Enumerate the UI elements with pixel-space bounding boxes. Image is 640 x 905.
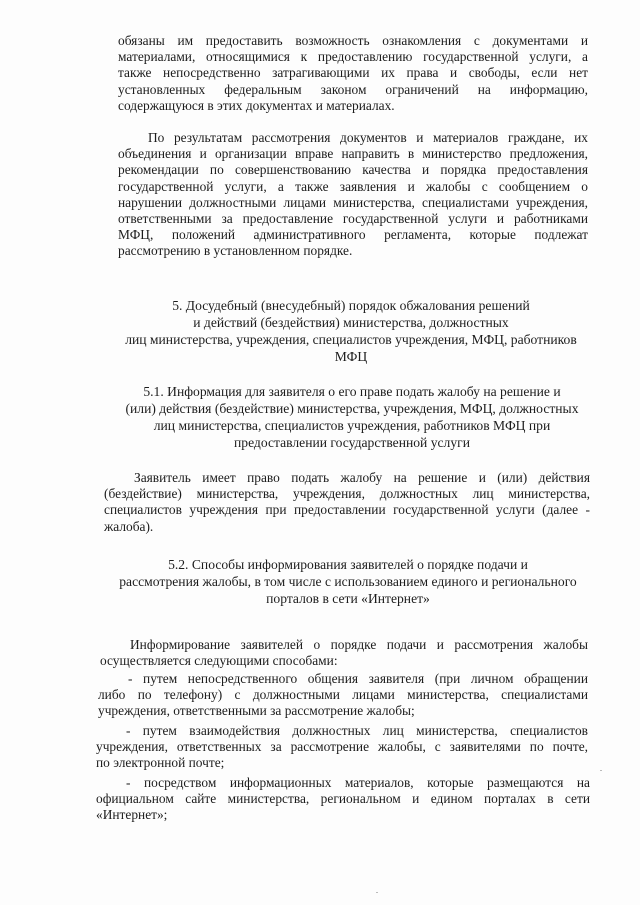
- heading-line: 5.2. Способы информирования заявителей о порядке подачи и: [168, 557, 528, 572]
- heading-line: и действий (бездействия) министерства, должностных: [193, 315, 509, 330]
- heading-line: порталов в сети «Интернет»: [266, 591, 430, 606]
- text-line: ответственными за предоставление государственной услуги и работниками: [118, 211, 588, 227]
- paragraph-proposals-complaints: [118, 130, 588, 260]
- text-line: По результатам рассмотрения документов и материалов граждане, их: [148, 130, 588, 145]
- paragraph-access-to-documents: [118, 33, 588, 114]
- section-heading-5: [110, 297, 592, 365]
- text-line: «Интернет»;: [96, 807, 168, 823]
- text-line: специалистов учреждения при предоставлении государственной услуги (далее -: [104, 502, 590, 518]
- heading-line: рассмотрения жалобы, в том числе с использованием единого и регионального: [119, 574, 577, 589]
- text-line: Заявитель имеет право подать жалобу на решение и (или) действия: [134, 470, 590, 485]
- text-line: обязаны им предоставить возможность ознакомления с документами и: [118, 33, 588, 48]
- text-line: нарушении должностными лицами министерства, специалистами учреждения,: [118, 194, 588, 210]
- text-line: осуществляется следующими способами:: [100, 653, 338, 669]
- subsection-heading-5-1: [112, 383, 592, 451]
- text-line: учреждения, ответственными за рассмотрение жалобы;: [98, 703, 415, 719]
- scan-speck: [376, 892, 378, 893]
- text-line: либо по телефону) с должностными лицами министерства, специалистами: [98, 687, 588, 703]
- text-line: (бездействие) министерства, учреждения, должностных лиц министерства,: [104, 486, 590, 502]
- heading-line: лиц министерства, специалистов учреждения, работников МФЦ при: [153, 418, 551, 433]
- text-line: учреждения, ответственных за рассмотрение жалобы, с заявителями по почте,: [96, 739, 588, 755]
- text-line: - посредством информационных материалов, которые размещаются на: [126, 775, 590, 790]
- text-line: по электронной почте;: [96, 755, 225, 771]
- text-line: - путем взаимодействия должностных лиц министерства, специалистов: [126, 723, 588, 738]
- list-item-postal-interaction: [96, 723, 588, 772]
- heading-line: лиц министерства, учреждения, специалистов учреждения, МФЦ, работников: [125, 332, 577, 347]
- text-line: - путем непосредственного общения заявителя (при личном обращении: [128, 671, 588, 686]
- text-line: рекомендации по совершенствованию качества и порядка предоставления: [118, 162, 588, 178]
- text-line: содержащуюся в этих документах и материалах.: [118, 97, 395, 113]
- scan-speck: [600, 770, 602, 771]
- list-item-information-materials: [96, 775, 590, 824]
- text-line: установленных федеральным законом ограничений на информацию,: [118, 81, 588, 97]
- text-line: Информирование заявителей о порядке подачи и рассмотрения жалобы: [130, 637, 588, 652]
- text-line: также непосредственно затрагивающими их права и свободы, если нет: [118, 65, 588, 81]
- text-line: жалоба).: [104, 518, 154, 534]
- heading-line: предоставлении государственной услуги: [234, 435, 470, 450]
- heading-line: 5.1. Информация для заявителя о его праве подать жалобу на решение и: [143, 384, 561, 399]
- heading-line: (или) действия (бездействие) министерства, учреждения, МФЦ, должностных: [125, 401, 579, 416]
- text-line: объединения и организации вправе направить в министерство предложения,: [118, 146, 588, 162]
- subsection-heading-5-2: [104, 556, 592, 607]
- text-line: официальном сайте министерства, региональном и едином порталах в сети: [96, 791, 590, 807]
- list-item-direct-communication: [98, 671, 588, 720]
- text-line: рассмотрению в установленном порядке.: [118, 243, 353, 259]
- text-line: МФЦ, положений административного регламента, которые подлежат: [118, 227, 588, 243]
- text-line: материалами, относящимися к предоставлению государственной услуги, а: [118, 49, 588, 65]
- text-line: государственной услуги, а также заявления и жалобы с сообщением о: [118, 178, 588, 194]
- paragraph-informing-methods: [100, 637, 588, 669]
- heading-line: 5. Досудебный (внесудебный) порядок обжалования решений: [172, 298, 530, 313]
- paragraph-right-to-complain: [104, 470, 590, 535]
- heading-line: МФЦ: [334, 349, 368, 364]
